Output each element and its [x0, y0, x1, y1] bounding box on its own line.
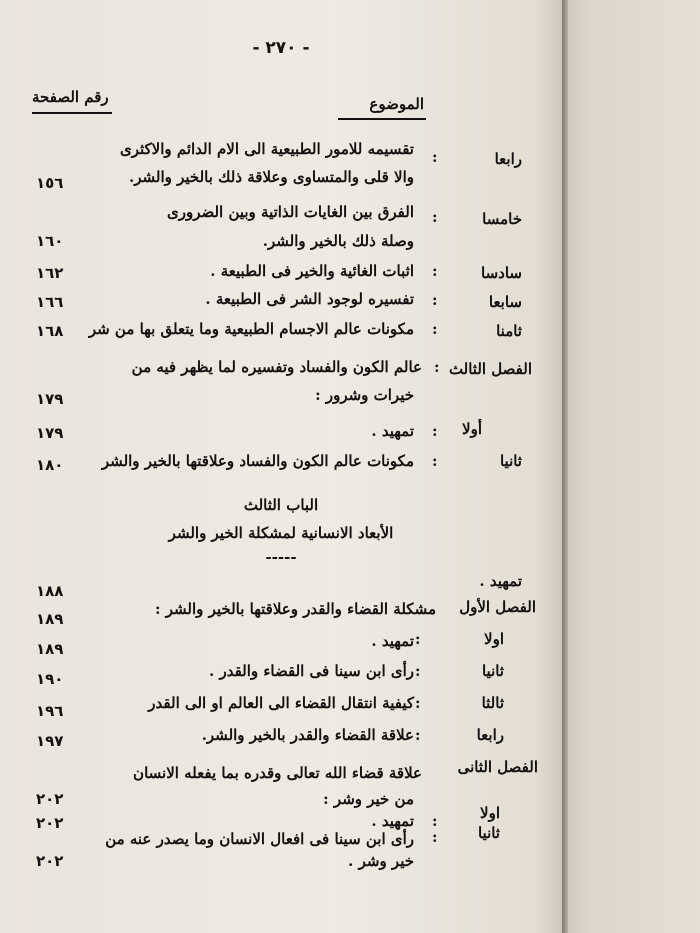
entry-label: سابعا	[488, 293, 522, 311]
entry-page: ٢٠٢	[36, 790, 64, 808]
entry-page: ١٨٩	[36, 610, 64, 628]
entry-label: ثانيا	[499, 452, 522, 470]
entry-label: الفصل الأول	[459, 598, 536, 616]
entry-page: ١٩٠	[36, 670, 64, 688]
entry-page: ١٨٩	[36, 640, 64, 658]
entry-text: تقسيمه للامور الطبيعية الى الام الدائم والاكثرى	[119, 140, 414, 158]
header-page-underline	[32, 112, 112, 114]
entry-label: ثانيا	[477, 824, 500, 842]
entry-page: ١٩٧	[36, 732, 64, 750]
entry-label: اولا	[484, 630, 504, 648]
entry-page: ١٦٦	[36, 293, 64, 311]
entry-page: ٢٠٢	[36, 814, 64, 832]
entry-text: والا قلى والمتساوى وعلاقة ذلك بالخير والشر.	[129, 168, 414, 186]
entry-label: رابعا	[494, 150, 522, 168]
section-divider: -----	[265, 548, 297, 566]
label-colon: :	[432, 208, 438, 226]
header-topic: الموضوع	[369, 95, 424, 113]
entry-text: تمهيد .	[479, 572, 522, 590]
entry-label: ثانيا	[481, 662, 504, 680]
entry-text: من خير وشر :	[323, 790, 414, 808]
label-colon: :	[432, 320, 438, 338]
label-colon: :	[432, 828, 438, 846]
entry-label: الفصل الثالث	[448, 360, 532, 378]
page-number: - ٢٧٠ -	[252, 38, 310, 58]
section-title: الباب الثالث	[243, 496, 319, 514]
label-colon: :	[415, 662, 421, 680]
entry-text: مكونات عالم الكون والفساد وعلاقتها بالخير والشر	[101, 452, 414, 470]
label-colon: :	[432, 422, 438, 440]
entry-text: تفسيره لوجود الشر فى الطبيعة .	[205, 290, 414, 308]
entry-text: عالم الكون والفساد وتفسيره لما يظهر فيه من	[131, 358, 422, 376]
entry-page: ٢٠٢	[36, 852, 64, 870]
entry-text: مشكلة القضاء والقدر وعلاقتها بالخير والشر :	[155, 600, 436, 618]
entry-page: ١٨٠	[36, 456, 64, 474]
entry-label: أولا	[462, 420, 482, 438]
entry-page: ١٦٨	[36, 322, 64, 340]
label-colon: :	[415, 694, 421, 712]
entry-page: ١٦٢	[36, 264, 64, 282]
entry-text: خيرات وشرور :	[315, 386, 414, 404]
entry-page: ١٧٩	[36, 390, 64, 408]
label-colon: :	[432, 452, 438, 470]
entry-text: اثبات الغائية والخير فى الطبيعة .	[210, 262, 414, 280]
entry-text: تمهيد .	[371, 632, 414, 650]
entry-text: رأى ابن سينا فى افعال الانسان وما يصدر عنه من	[105, 830, 414, 848]
label-colon: :	[432, 812, 438, 830]
entry-label: سادسا	[481, 264, 522, 282]
label-colon: :	[432, 262, 438, 280]
entry-page: ١٥٦	[36, 174, 64, 192]
header-page-col: رقم الصفحة	[32, 88, 109, 106]
entry-text: علاقة القضاء والقدر بالخير والشر.	[201, 726, 414, 744]
label-colon: :	[415, 726, 421, 744]
entry-label: خامسا	[482, 210, 522, 228]
entry-text: تمهيد .	[371, 812, 414, 830]
entry-label: ثالثا	[481, 694, 504, 712]
entry-text: علاقة قضاء الله تعالى وقدره بما يفعله الانسان	[133, 764, 422, 782]
entry-text: وصلة ذلك بالخير والشر.	[262, 232, 414, 250]
entry-label: رابعا	[476, 726, 504, 744]
entry-page: ١٦٠	[36, 232, 64, 250]
section-subtitle: الأبعاد الانسانية لمشكلة الخير والشر	[168, 524, 394, 542]
entry-text: خير وشر .	[348, 852, 414, 870]
label-colon: :	[432, 291, 438, 309]
header-topic-underline	[338, 118, 426, 120]
entry-label: الفصل الثانى	[457, 758, 538, 776]
entry-text: كيفية انتقال القضاء الى العالم او الى القدر	[148, 694, 414, 712]
entry-text: رأى ابن سينا فى القضاء والقدر .	[209, 662, 414, 680]
label-colon: :	[434, 358, 440, 376]
facing-page	[560, 0, 700, 933]
label-colon: :	[432, 148, 438, 166]
entry-text: الفرق بين الغايات الذاتية وبين الضرورى	[166, 203, 414, 221]
entry-label: اولا	[480, 804, 500, 822]
entry-text: تمهيد .	[371, 422, 414, 440]
label-colon: :	[415, 630, 421, 648]
entry-text: مكونات عالم الاجسام الطبيعية وما يتعلق بها من شر	[88, 320, 414, 338]
entry-page: ١٧٩	[36, 424, 64, 442]
entry-label: ثامنا	[496, 322, 522, 340]
entry-page: ١٨٨	[36, 582, 64, 600]
entry-page: ١٩٦	[36, 702, 64, 720]
